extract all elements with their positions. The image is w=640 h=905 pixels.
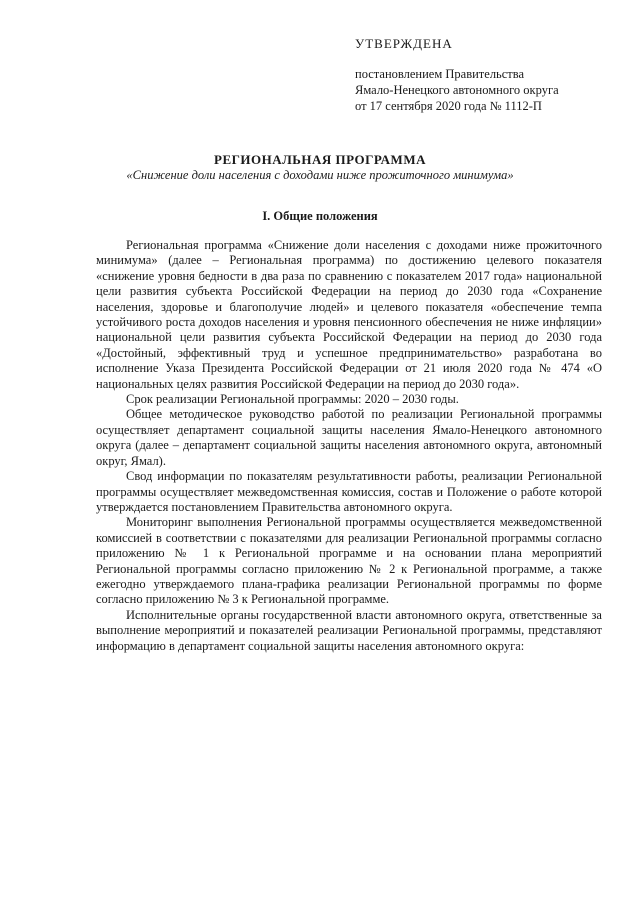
- approval-line: Ямало-Ненецкого автономного округа: [355, 83, 559, 97]
- section-heading: I. Общие положения: [262, 209, 378, 223]
- approval-stamp: УТВЕРЖДЕНА: [355, 36, 453, 51]
- body-paragraph: Исполнительные органы государственной власти автономного округа, ответственные за выполнение мероприятий и показателей реализации Региональной программы, представляют информацию в департамент социальной защиты населения автономного округа:: [96, 607, 602, 653]
- approval-line: от 17 сентября 2020 года № 1112-П: [355, 99, 542, 113]
- body-paragraph: Свод информации по показателям результативности работы, реализации Региональной программы осуществляет межведомственная комиссия, состав и Положение о работе которой утверждается постановлением Правительства автономного округа.: [96, 469, 602, 514]
- body-paragraph: Общее методическое руководство работой по реализации Региональной программы осуществляет департамент социальной защиты населения Ямало-Ненецкого автономного округа (далее – департамент социальной защиты населения автономного округа, автономный округ, Ямал).: [96, 407, 602, 468]
- body-paragraph: Мониторинг выполнения Региональной программы осуществляется межведомственной комиссией в соответствии с показателями для реализации Региональной программы согласно приложению № 1 к Региональной программе и на основании плана мероприятий Региональной программы согласно приложению № 2 к Региональной программе, а также ежегодно утверждаемого плана-графика реализации Региональной программы по форме согласно приложению № 3 к Региональной программе.: [96, 515, 602, 607]
- document-subtitle: «Снижение доли населения с доходами ниже прожиточного минимума»: [126, 168, 514, 182]
- body-paragraph: Региональная программа «Снижение доли населения с доходами ниже прожиточного минимума» (далее – Региональная программа) по достижению целевого показателя «снижение уровня бедности в два раза по сравнению с показателем 2017 года» национальной цели развития субъекта Российской Федерации на период до 2030 года «Сохранение населения, здоровье и благополучие людей» и целевого показателя «обеспечение темпа устойчивого роста доходов населения и уровня пенсионного обеспечения не ниже инфляции» национальной цели развития субъекта Российской Федерации на период до 2030 года «Достойный, эффективный труд и успешное предпринимательство» разработана во исполнение Указа Президента Российской Федерации от 21 июля 2020 года № 474 «О национальных целях развития Российской Федерации на период до 2030 года».: [96, 238, 602, 391]
- approval-block: [355, 36, 615, 114]
- approval-line: постановлением Правительства: [355, 67, 525, 81]
- body-paragraph: Срок реализации Региональной программы: 2020 – 2030 годы.: [126, 392, 459, 407]
- document-title: РЕГИОНАЛЬНАЯ ПРОГРАММА: [214, 152, 426, 167]
- document-body: [96, 238, 602, 654]
